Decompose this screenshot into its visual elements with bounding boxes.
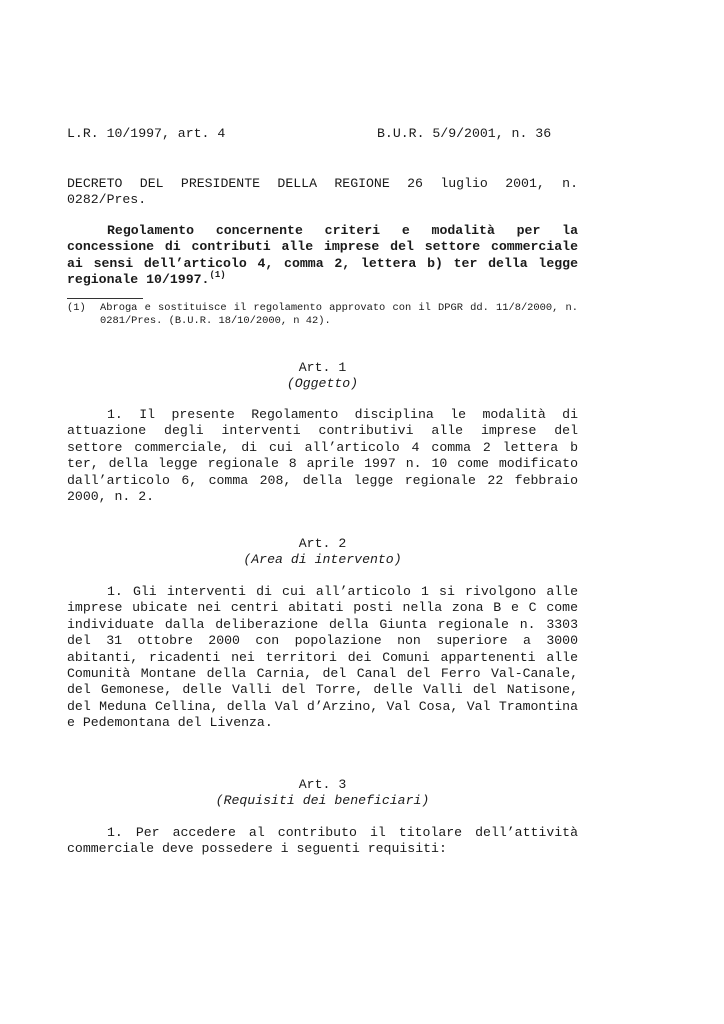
article-1-subject: (Oggetto) [286, 376, 359, 391]
article-3-text: 1. Per accedere al contributo il titolare dell’attività commerciale deve possedere i seguenti requisiti: [67, 825, 578, 857]
decree-title [67, 223, 578, 289]
article-3-number: Art. 3 [298, 777, 347, 792]
law-reference: L.R. 10/1997, art. 4 [67, 126, 226, 141]
bulletin-reference: B.U.R. 5/9/2001, n. 36 [377, 126, 552, 141]
footnote-divider [67, 298, 143, 299]
footnote-text: Abroga e sostituisce il regolamento approvato con il DPGR dd. 11/8/2000, n. 0281/Pres. (B.U.R. 18/10/2000, n 42). [100, 302, 578, 327]
decree-title-text: Regolamento concernente criteri e modalità per la concessione di contributi alle imprese del settore commerciale ai sensi dell’articolo 4, comma 2, lettera b) ter della legge regionale 10/1997. [67, 223, 578, 288]
footnote [67, 302, 578, 328]
footnote-reference: (1) [209, 270, 226, 281]
footnote-number: (1) [67, 302, 86, 314]
decree-line: DECRETO DEL PRESIDENTE DELLA REGIONE 26 luglio 2001, n. 0282/Pres. [67, 176, 578, 208]
article-2-subject: (Area di intervento) [243, 552, 402, 567]
article-1-text: 1. Il presente Regolamento disciplina le modalità di attuazione degli interventi contributivi alle imprese del settore commerciale, di cui all’articolo 4 comma 2 lettera b ter, della legge regionale 8 aprile 1997 n. 10 come modificato dall’articolo 6, comma 208, della legge regionale 22 febbraio 2000, n. 2. [67, 407, 578, 505]
article-3-subject: (Requisiti dei beneficiari) [215, 793, 430, 808]
article-1-number: Art. 1 [298, 360, 347, 375]
article-2-text: 1. Gli interventi di cui all’articolo 1 si rivolgono alle imprese ubicate nei centri abitati posti nella zona B e C come individuate dalla deliberazione della Giunta regionale n. 3303 del 31 ottobre 2000 con popolazione non superiore a 3000 abitanti, ricadenti nei territori dei Comuni appartenenti alle Comunità Montane della Carnia, del Canal del Ferro Val-Canale, del Gemonese, delle Valli del Torre, delle Valli del Natisone, del Meduna Cellina, della Val d’Arzino, Val Cosa, Val Tramontina e Pedemontana del Livenza. [67, 584, 578, 731]
article-2-number: Art. 2 [298, 536, 347, 551]
